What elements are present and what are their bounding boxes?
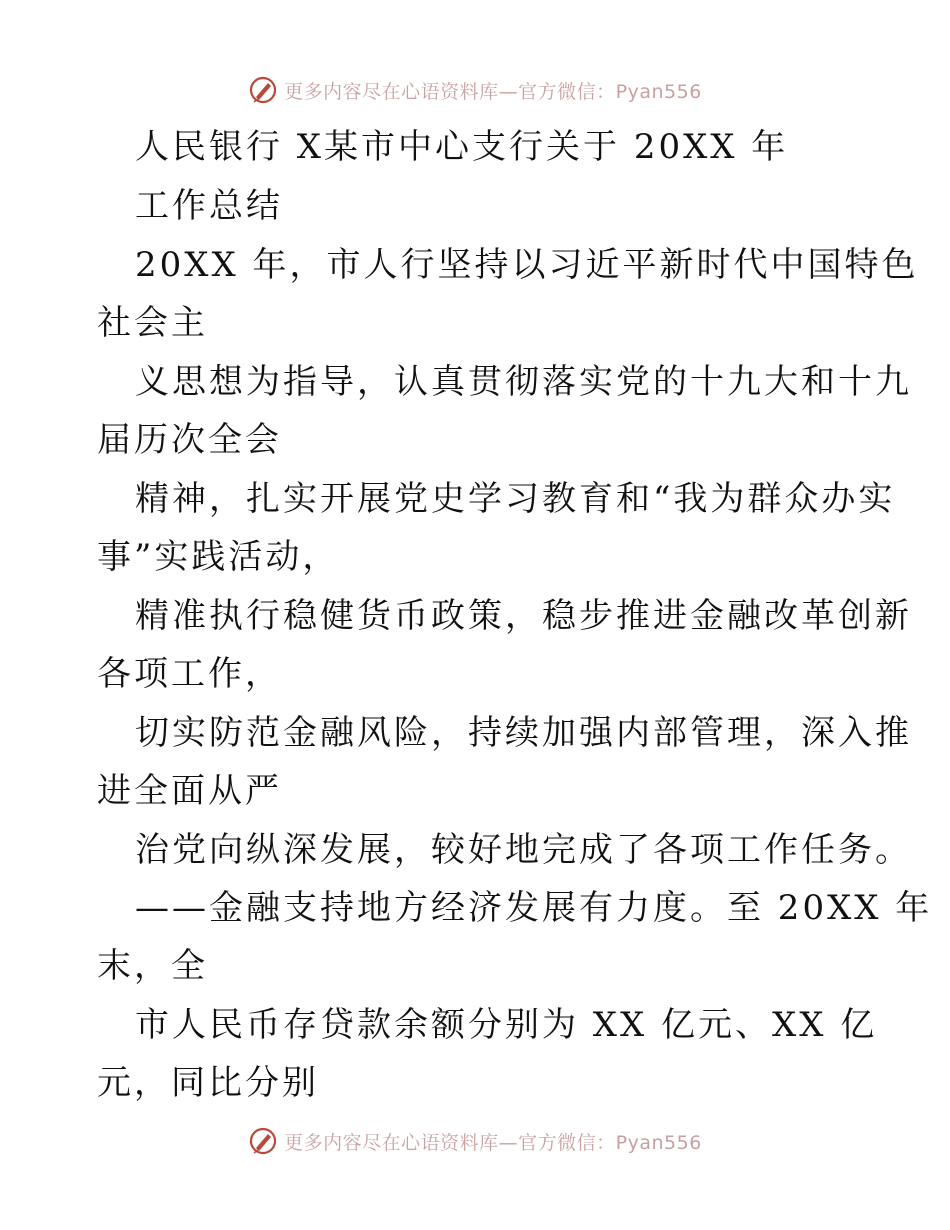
text-line: 精神，扎实开展党史学习教育和“我为群众办实 <box>135 479 896 519</box>
text-line: 20XX 年，市人行坚持以习近平新时代中国特色 <box>135 245 919 285</box>
text-line: 工作总结 <box>135 186 283 226</box>
text-line: 届历次全会 <box>97 420 282 460</box>
text-line: 精准执行稳健货币政策，稳步推进金融改革创新 <box>135 596 912 636</box>
text-line: 人民银行 X某市中心支行关于 20XX 年 <box>135 127 789 167</box>
text-line: 事”实践活动， <box>97 537 340 577</box>
pen-logo-icon <box>248 1126 278 1156</box>
header-watermark-text: 更多内容尽在心语资料库—官方微信：Pyan556 <box>284 80 702 103</box>
text-line: 社会主 <box>97 303 208 343</box>
text-line: 各项工作， <box>97 654 282 694</box>
footer-watermark-text: 更多内容尽在心语资料库—官方微信：Pyan556 <box>284 1131 702 1154</box>
text-line: 末，全 <box>97 946 208 986</box>
text-line: ——金融支持地方经济发展有力度。至 20XX 年 <box>135 888 933 928</box>
text-line: 元，同比分别 <box>97 1063 319 1103</box>
footer-watermark-banner <box>0 1121 950 1161</box>
text-line: 义思想为指导，认真贯彻落实党的十九大和十九 <box>135 362 912 402</box>
text-line: 切实防范金融风险，持续加强内部管理，深入推 <box>135 713 912 753</box>
text-line: 市人民币存贷款余额分别为 XX 亿元、XX 亿 <box>135 1005 878 1045</box>
text-line: 治党向纵深发展，较好地完成了各项工作任务。 <box>135 830 912 870</box>
text-line: 进全面从严 <box>97 771 282 811</box>
